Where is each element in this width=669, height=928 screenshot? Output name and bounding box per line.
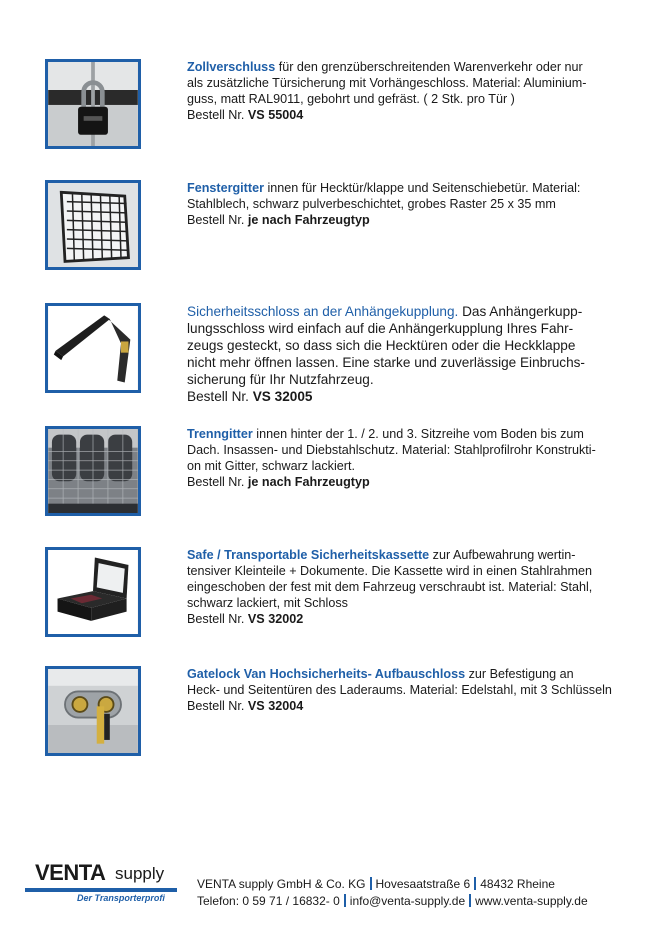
padlock-photo-icon xyxy=(45,59,141,149)
product-title: Fenstergitter xyxy=(187,181,264,195)
window-grille-photo-icon xyxy=(45,180,141,270)
product-title: Gatelock Van Hochsicherheits- Aufbauschloss xyxy=(187,667,466,681)
phone: Telefon: 0 59 71 / 16832- 0 xyxy=(197,894,340,908)
order-number: Bestell Nr. VS 32002 xyxy=(187,612,304,626)
city: 48432 Rheine xyxy=(480,877,555,891)
order-number: Bestell Nr. VS 32005 xyxy=(187,389,313,404)
company-name: VENTA supply GmbH & Co. KG xyxy=(197,877,366,891)
safe-box-photo-icon xyxy=(45,547,141,637)
street: Hovesaatstraße 6 xyxy=(375,877,471,891)
order-number: Bestell Nr. VS 32004 xyxy=(187,699,304,713)
logo-bar xyxy=(25,888,177,892)
product-title: Zollverschluss xyxy=(187,60,276,74)
order-number: Bestell Nr. je nach Fahrzeugtyp xyxy=(187,213,370,227)
venta-logo: VENTA supply Der Transporterprofi xyxy=(25,860,185,908)
product-title: Sicherheitsschloss an der Anhängekupplung. xyxy=(187,304,459,319)
partition-grille-photo-icon xyxy=(45,426,141,516)
web-link[interactable]: www.venta-supply.de xyxy=(475,894,588,908)
company-address xyxy=(197,876,588,910)
order-number: Bestell Nr. VS 55004 xyxy=(187,108,304,122)
product-title: Trenngitter xyxy=(187,427,253,441)
hitch-lock-photo-icon xyxy=(45,303,141,393)
email-link[interactable]: info@venta-supply.de xyxy=(349,894,466,908)
order-number: Bestell Nr. je nach Fahrzeugtyp xyxy=(187,475,370,489)
gatelock-photo-icon xyxy=(45,666,141,756)
footer xyxy=(25,860,645,910)
product-title: Safe / Transportable Sicherheitskassette xyxy=(187,548,430,562)
